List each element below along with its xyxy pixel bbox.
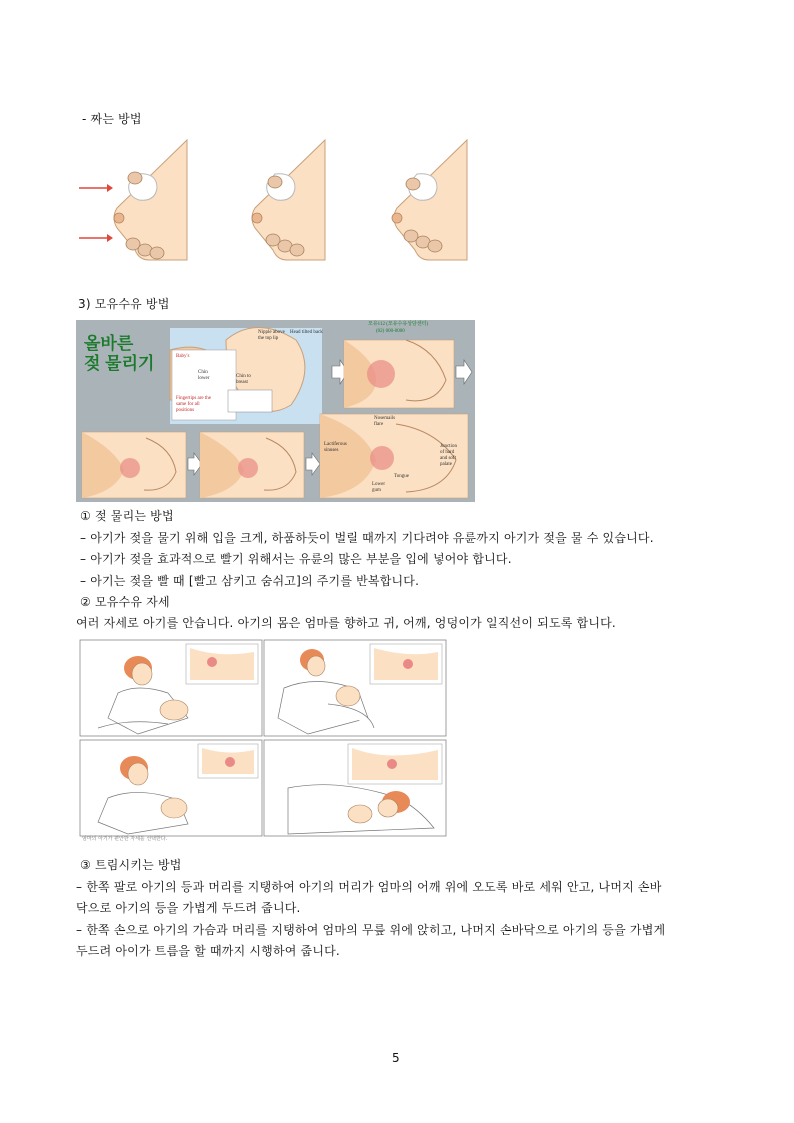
latch-heading: ① 젖 물리는 방법 [80, 509, 174, 523]
latch-illustration [76, 320, 475, 502]
latch-figure [76, 320, 475, 502]
latch-title-line2: 젖 물리기 [84, 354, 155, 373]
page-number: 5 [392, 1051, 400, 1065]
burp-heading: ③ 트림시키는 방법 [80, 858, 182, 872]
positions-figure [78, 638, 448, 842]
latch-label: Chin to [236, 374, 251, 379]
latch-label: Nosemails [374, 416, 396, 421]
latch-label: Tongue [394, 474, 409, 479]
latch-label: Junction [440, 444, 457, 449]
latch-label: breast [236, 380, 248, 385]
latch-label: gum [372, 488, 381, 493]
positions-illustration [78, 638, 448, 842]
latch-label: Lower [372, 482, 386, 487]
expression-illustration [77, 138, 469, 263]
latch-label: lower [198, 376, 210, 381]
latch-line: – 아기가 젖을 효과적으로 빨기 위해서는 유륜의 많은 부분을 입에 넣어야 합니다. [80, 552, 512, 566]
latch-label: Chin [198, 370, 208, 375]
source-phone: (02) 000-0000 [376, 329, 405, 334]
latch-label: positions [176, 408, 195, 413]
latch-label: the top lip [258, 336, 279, 341]
latch-label: Baby's [176, 354, 190, 359]
latch-title-line1: 올바른 [84, 334, 134, 353]
arrow-icon [306, 453, 320, 475]
latch-line: – 아기가 젖을 물기 위해 입을 크게, 하품하듯이 벌릴 때까지 기다려야 유륜까지 아기가 젖을 물 수 있습니다. [80, 531, 654, 545]
burp-line: – 한쪽 팔로 아기의 등과 머리를 지탱하여 아기의 머리가 엄마의 어깨 위에 오도록 바로 세워 안고, 나머지 손바 [76, 880, 662, 894]
position-heading: ② 모유수유 자세 [80, 595, 170, 609]
burp-line: 닥으로 아기의 등을 가볍게 두드려 줍니다. [76, 901, 301, 915]
positions-caption: 엄마의 아기가 편안한 자세를 선택한다. [82, 836, 168, 842]
breastfeeding-heading: 3) 모유수유 방법 [78, 297, 170, 311]
latch-label: Head tilted back [290, 330, 323, 335]
latch-label: Lactiferous [324, 442, 347, 447]
latch-label: Nipple above [258, 330, 285, 335]
latch-label: of hard [440, 450, 455, 455]
latch-label: same for all [176, 402, 200, 407]
arrow-icon [456, 360, 472, 384]
latch-line: – 아기는 젖을 빨 때 [빨고 삼키고 숨쉬고]의 주기를 반복합니다. [80, 574, 420, 588]
expression-figure [77, 138, 469, 263]
burp-line: 두드려 아이가 트름을 할 때까지 시행하여 줍니다. [76, 944, 340, 958]
burp-line: – 한쪽 손으로 아기의 가슴과 머리를 지탱하여 엄마의 무릎 위에 앉히고, 나머지 손바닥으로 아기의 등을 가볍게 [76, 923, 666, 937]
expression-heading: - 짜는 방법 [82, 112, 142, 126]
latch-label: sinuses [324, 448, 339, 453]
latch-label: Fingertips are the [176, 396, 211, 401]
position-line: 여러 자세로 아기를 안습니다. 아기의 몸은 엄마를 향하고 귀, 어깨, 엉덩이가 일직선이 되도록 합니다. [76, 616, 616, 630]
latch-label: palate [440, 462, 452, 467]
latch-label: and soft [440, 456, 456, 461]
source-text: 모유112 (모유수유상담센터) [368, 322, 429, 327]
latch-label: flare [374, 422, 384, 427]
